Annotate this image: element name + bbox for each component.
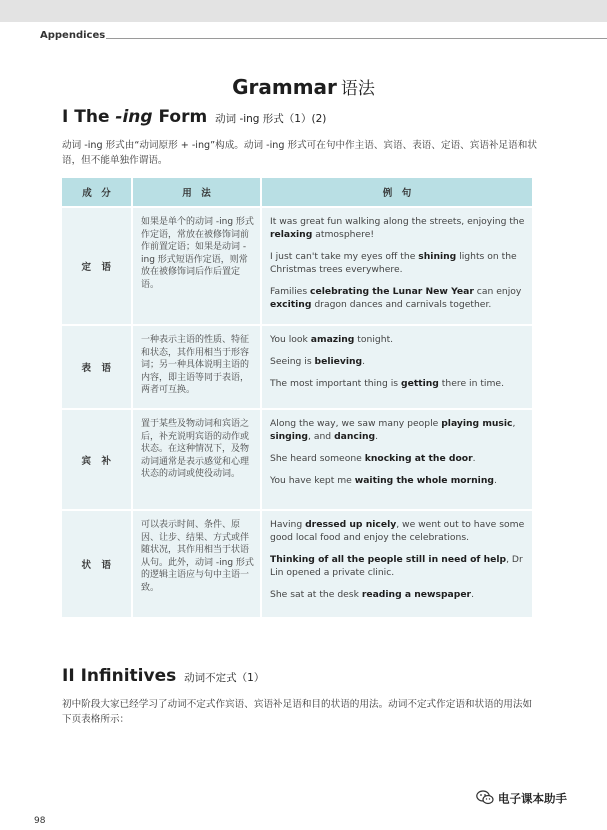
- example-sentence: [270, 215, 526, 241]
- sentence-text: dragon dances and carnivals together.: [311, 299, 492, 310]
- sentence-text: She sat at the desk: [270, 589, 362, 600]
- table-body: [62, 207, 532, 618]
- component-cell: 表 语: [62, 325, 132, 409]
- usage-cell: 一种表示主语的性质、特征和状态，其作用相当于形容词；另一种具体说明主语的内容，即主语等同于表语，两者可互换。: [132, 325, 261, 409]
- sentence-text: The most important thing is: [270, 378, 402, 389]
- sentence-text: I just can't take my eyes off the: [270, 251, 419, 262]
- wechat-icon: [476, 790, 494, 808]
- section-label: Appendices: [40, 30, 106, 41]
- sentence-text: there in time.: [438, 378, 504, 389]
- highlighted-phrase: shining: [418, 251, 457, 262]
- section-intro: 动词 -ing 形式由“动词原形 + -ing”构成。动词 -ing 形式可在句中作主语、宾语、表语、定语、宾语补足语和状语，但不能单独作谓语。: [62, 140, 537, 166]
- sentence-text: , we went out to have some good local food and enjoy the celebrations.: [270, 519, 525, 543]
- running-header: [40, 30, 607, 46]
- table-row: [62, 207, 532, 325]
- example-sentence: [270, 355, 526, 368]
- sentence-text: You look: [270, 334, 311, 345]
- top-band: [0, 0, 607, 22]
- highlighted-phrase: knocking at the door: [364, 453, 473, 464]
- sentence-text: Having: [270, 519, 306, 530]
- sentence-text: atmosphere!: [312, 229, 375, 240]
- example-sentence: [270, 285, 526, 311]
- section-intro: 初中阶段大家已经学习了动词不定式作宾语、宾语补足语和目的状语的用法。动词不定式作定语和状语的用法如下页表格所示：: [62, 699, 533, 725]
- section-numeral: I: [62, 107, 69, 127]
- sentence-text: Seeing is: [270, 356, 315, 367]
- header-rule: [106, 38, 607, 39]
- sentence-text: tonight.: [354, 334, 394, 345]
- highlighted-phrase: getting: [401, 378, 439, 389]
- highlighted-phrase: Thinking of all the people still in need of help: [270, 554, 507, 565]
- sentence-text: lights on the Christmas trees everywhere.: [270, 251, 517, 275]
- sentence-text: can enjoy: [473, 286, 522, 297]
- examples-cell: [261, 409, 532, 510]
- section-numeral: II: [62, 666, 75, 686]
- sentence-text: .: [472, 453, 476, 464]
- sentence-text: Families: [270, 286, 311, 297]
- table-row: [62, 409, 532, 510]
- highlighted-phrase: waiting the whole morning: [354, 475, 494, 486]
- example-sentence: [270, 250, 526, 276]
- examples-cell: [261, 207, 532, 325]
- sentence-text: .: [362, 356, 366, 367]
- section-title-pre: The: [74, 107, 116, 127]
- page-title: [0, 74, 607, 99]
- watermark: [476, 790, 567, 808]
- example-sentence: [270, 474, 526, 487]
- section-title: Infinitives: [80, 666, 177, 686]
- sentence-text: ,: [512, 418, 516, 429]
- section-subtitle: 动词 -ing 形式（1）(2): [215, 113, 327, 125]
- highlighted-phrase: dressed up nicely: [305, 519, 397, 530]
- table-row: [62, 325, 532, 409]
- examples-cell: [261, 325, 532, 409]
- column-header: 例 句: [261, 178, 532, 207]
- examples-cell: [261, 510, 532, 618]
- usage-cell: 如果是单个的动词 -ing 形式作定语，常放在被修饰词前作前置定语；如果是动词 -ing 形式短语作定语，则常放在被修饰词后作后置定语。: [132, 207, 261, 325]
- section-subtitle: 动词不定式（1）: [184, 672, 265, 684]
- sentence-text: .: [375, 431, 379, 442]
- highlighted-phrase: dancing: [334, 431, 376, 442]
- example-sentence: [270, 333, 526, 346]
- highlighted-phrase: singing: [270, 431, 309, 442]
- example-sentence: [270, 553, 526, 579]
- highlighted-phrase: exciting: [270, 299, 312, 310]
- title-cn: 语法: [340, 79, 375, 99]
- sentence-text: She heard someone: [270, 453, 365, 464]
- highlighted-phrase: relaxing: [270, 229, 313, 240]
- section-title-em: -ing: [115, 107, 153, 127]
- section-title-post: Form: [152, 107, 208, 127]
- component-cell: 状 语: [62, 510, 132, 618]
- table-header-row: [62, 178, 532, 207]
- watermark-text: 电子课本助手: [498, 791, 567, 806]
- component-cell: 宾 补: [62, 409, 132, 510]
- example-sentence: [270, 377, 526, 390]
- sentence-text: Along the way, we saw many people: [270, 418, 442, 429]
- highlighted-phrase: amazing: [310, 334, 355, 345]
- example-sentence: [270, 452, 526, 465]
- table-row: [62, 510, 532, 618]
- example-sentence: [270, 518, 526, 544]
- usage-cell: 置于某些及物动词和宾语之后，补充说明宾语的动作或状态。在这种情况下，及物动词通常是表示感觉和心理状态的动词或使役动词。: [132, 409, 261, 510]
- sentence-text: .: [493, 475, 497, 486]
- sentence-text: , and: [308, 431, 335, 442]
- column-header: 用 法: [132, 178, 261, 207]
- highlighted-phrase: playing music: [441, 418, 513, 429]
- section-heading-ing-form: [62, 107, 326, 127]
- highlighted-phrase: celebrating the Lunar New Year: [310, 286, 474, 297]
- page-number: 98: [34, 816, 46, 826]
- example-sentence: [270, 417, 526, 443]
- example-sentence: [270, 588, 526, 601]
- usage-cell: 可以表示时间、条件、原因、让步、结果、方式或伴随状况，其作用相当于状语从句。此外，动词 -ing 形式的逻辑主语应与句中主语一致。: [132, 510, 261, 618]
- title-en: Grammar: [232, 75, 337, 99]
- highlighted-phrase: believing: [314, 356, 363, 367]
- sentence-text: It was great fun walking along the streets, enjoying the: [270, 216, 525, 227]
- section-heading-infinitives: [62, 666, 264, 686]
- highlighted-phrase: reading a newspaper: [361, 589, 472, 600]
- ing-form-table: [62, 178, 532, 619]
- sentence-text: .: [471, 589, 475, 600]
- component-cell: 定 语: [62, 207, 132, 325]
- sentence-text: You have kept me: [270, 475, 355, 486]
- column-header: 成 分: [62, 178, 132, 207]
- sentence-text: , Dr Lin opened a private clinic.: [270, 554, 523, 578]
